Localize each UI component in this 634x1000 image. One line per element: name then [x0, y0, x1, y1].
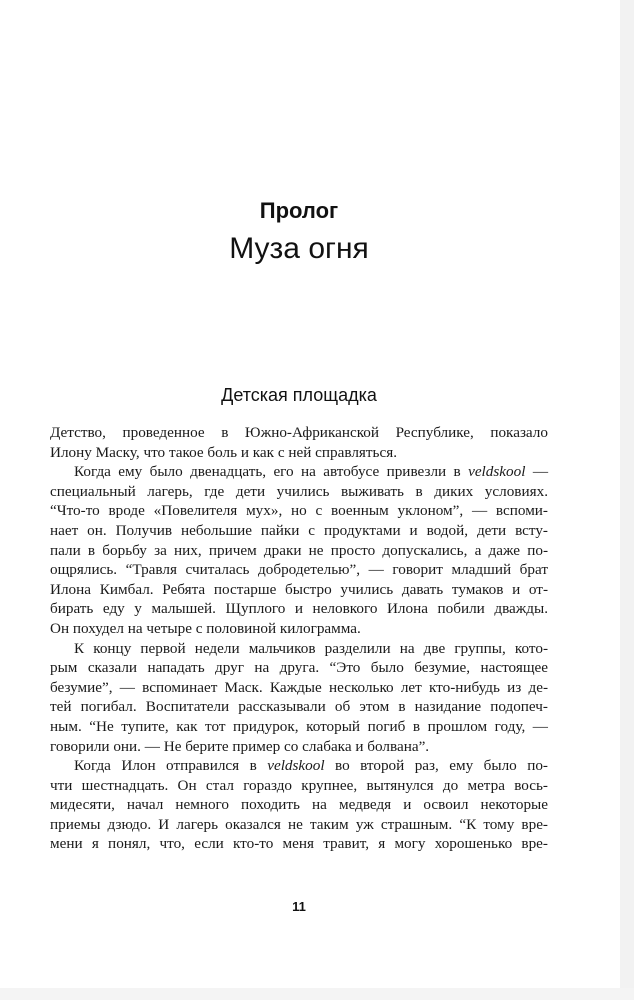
text-run: Когда Илон отправился в — [74, 757, 268, 775]
text-line — [50, 462, 548, 482]
text-line: специальный лагерь, где дети учились выживать в диких условиях. — [50, 482, 548, 500]
chapter-title: Муза огня — [229, 232, 369, 265]
text-line: ным. “Не тупите, как тот придурок, который погиб в прошлом году, — — [50, 717, 548, 735]
text-line: К концу первой недели мальчиков разделили на две группы, кото- — [74, 639, 548, 657]
text-line: нает он. Получив небольшие пайки с продуктами и водой, дети всту- — [50, 521, 548, 539]
text-run: во второй раз, ему было по- — [324, 757, 548, 775]
text-line: Детство, проведенное в Южно-Африканской Республике, показало — [50, 424, 548, 441]
text-line: пали в борьбу за них, причем драки не просто допускались, а даже по- — [50, 541, 548, 559]
paragraph — [50, 462, 548, 638]
text-run: — — [525, 463, 548, 481]
paragraph — [50, 423, 548, 462]
text-run: Когда ему было двенадцать, его на автобусе привезли в — [74, 463, 469, 481]
text-line: Илону Маску, что такое боль и как с ней справляться. — [50, 443, 397, 461]
chapter-label: Пролог — [259, 198, 339, 223]
text-line — [50, 756, 548, 776]
text-line: Он похудел на четыре с половиной килограмма. — [50, 619, 361, 637]
page-number: 11 — [292, 899, 306, 914]
text-line: Илона Кимбал. Ребята постарше быстро учились давать тумаков и от- — [50, 580, 548, 598]
text-line: рым сказали нападать друг на друга. “Это было безумие, настоящее — [50, 659, 548, 677]
text-line: чти шестнадцать. Он стал гораздо крупнее, вытянулся до метра вось- — [50, 776, 548, 794]
body-text — [50, 423, 548, 854]
text-line: тей погибал. Воспитатели рассказывали об этом в назидание подопеч- — [50, 698, 548, 716]
text-line: мени я понял, что, если кто-то меня травит, я могу хорошенько вре- — [50, 835, 548, 853]
page-edge-shadow — [620, 0, 634, 1000]
section-title: Детская площадка — [221, 385, 377, 405]
italic-term: veldskool — [267, 757, 325, 775]
text-line: мидесяти, начал немного походить на медведя и освоил некоторые — [50, 796, 548, 814]
page-edge-shadow — [0, 988, 634, 1000]
text-line: безумие”, — вспоминает Маск. Каждые несколько лет кто-нибудь из де- — [50, 678, 548, 696]
text-line: ощрялись. “Травля считалась добродетелью”, — говорит младший брат — [50, 561, 548, 579]
paragraph — [50, 639, 548, 757]
text-line: приемы дзюдо. И лагерь оказался не таким уж страшным. “К тому вре- — [50, 815, 548, 833]
text-line: бирать еду у малышей. Щуплого и неловкого Илона побили дважды. — [50, 600, 548, 618]
italic-term: veldskool — [468, 463, 526, 481]
text-line: говорили они. — Не берите пример со слабака и болвана”. — [50, 737, 430, 755]
text-line: “Что-то вроде «Повелителя мух», но с военным уклоном”, — вспоми- — [50, 502, 548, 520]
paragraph — [50, 756, 548, 854]
